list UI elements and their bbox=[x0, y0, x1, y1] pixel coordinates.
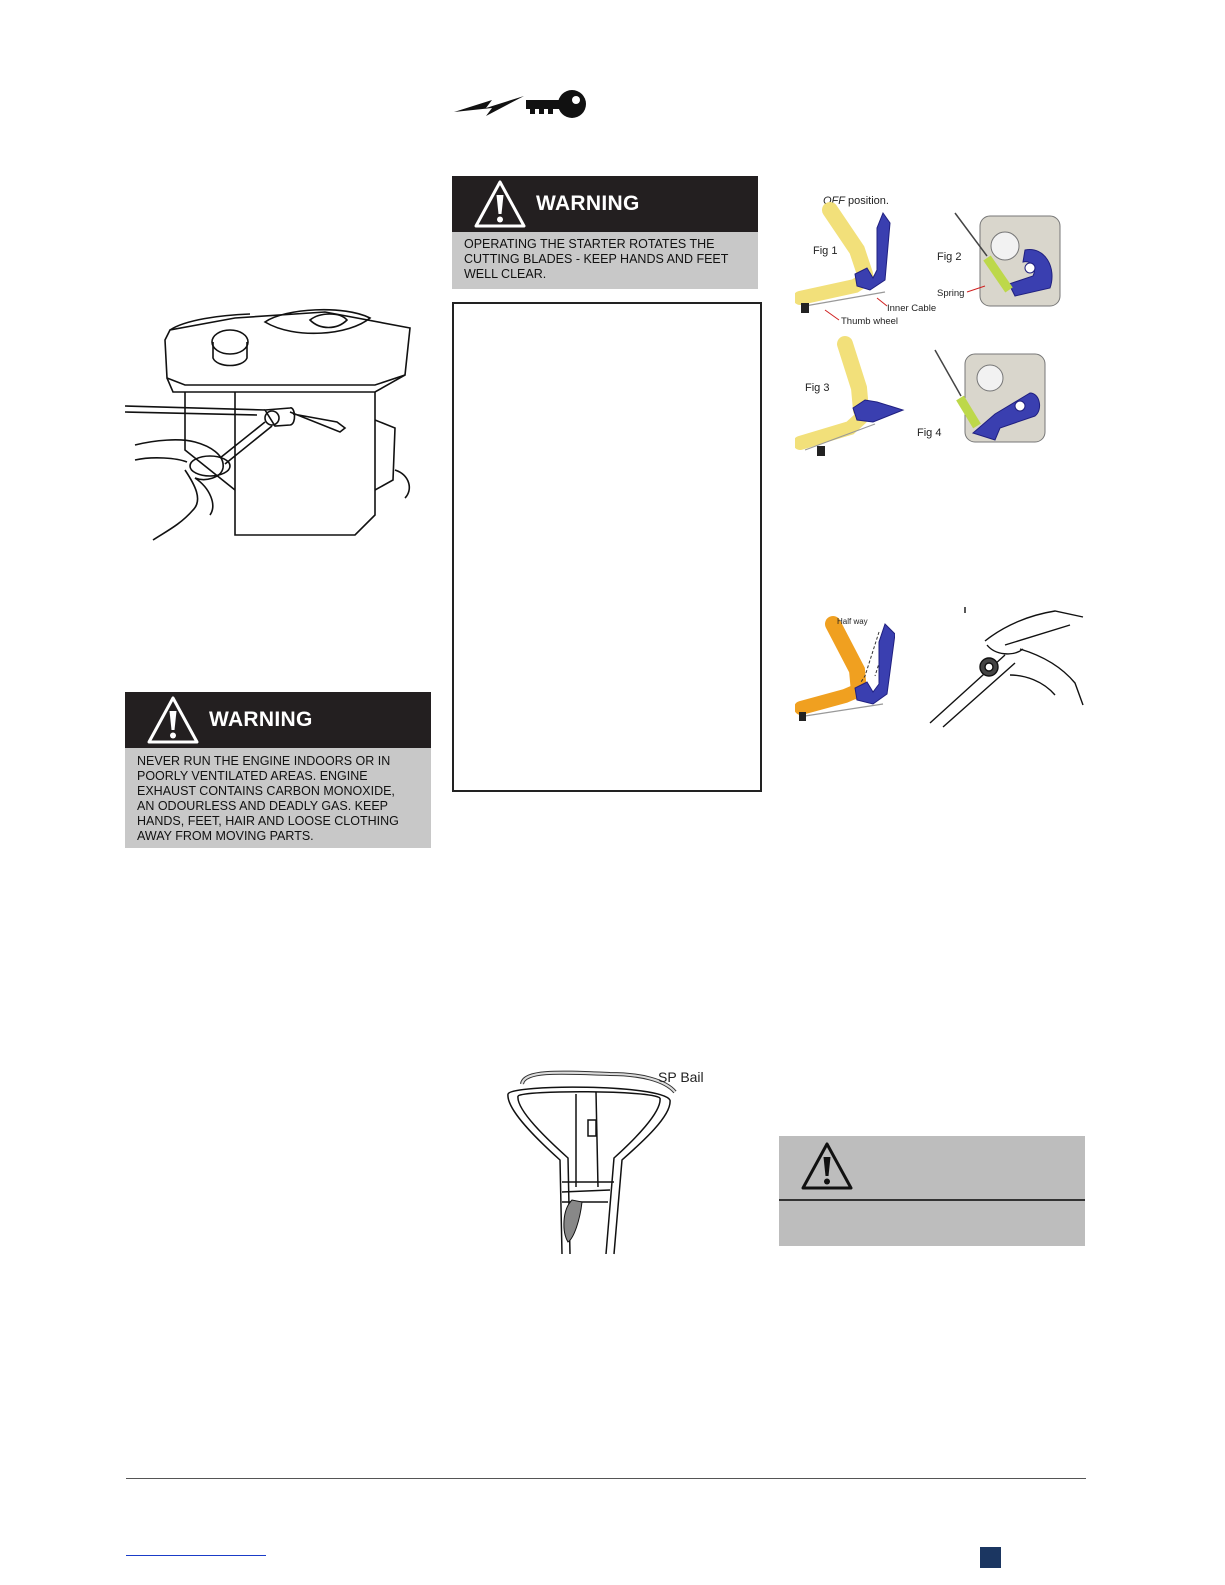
warning-text: OPERATING THE STARTER ROTATES THE CUTTING BLADES - KEEP HANDS AND FEET WELL CLEAR. bbox=[464, 237, 729, 281]
warning-box-starter bbox=[452, 176, 758, 289]
sp-bail-handle-figure bbox=[500, 1062, 725, 1257]
caution-box bbox=[779, 1136, 1085, 1246]
warning-title: WARNING bbox=[209, 708, 313, 731]
warning-triangle-icon bbox=[799, 1140, 855, 1194]
sp-bail-label: SP Bail bbox=[658, 1069, 704, 1085]
throttle-cable-figures bbox=[795, 188, 1065, 463]
fig2-label: Fig 2 bbox=[937, 251, 962, 263]
off-label-italic: OFF bbox=[823, 195, 845, 207]
thumb-wheel-label: Thumb wheel bbox=[841, 316, 899, 327]
warning-text: NEVER RUN THE ENGINE INDOORS OR IN POORLY VENTILATED AREAS. ENGINE EXHAUST CONTAINS CARBON MONOXIDE, AN ODOURLESS AND DEADLY GAS. KEEP HANDS, FEET, HAIR AND LOOSE CLOTHING AWAY FROM MOVING PARTS. bbox=[137, 754, 399, 843]
fig1-label: Fig 1 bbox=[813, 245, 838, 257]
engine-fuel-tap-illustration bbox=[125, 300, 415, 545]
blank-note-box bbox=[452, 302, 762, 792]
fig3-label: Fig 3 bbox=[805, 382, 830, 394]
spring-label: Spring bbox=[937, 288, 965, 299]
inner-cable-label: Inner Cable bbox=[887, 303, 937, 314]
warning-triangle-icon bbox=[472, 178, 528, 230]
warning-title: WARNING bbox=[536, 192, 640, 215]
half-way-label: Half way bbox=[837, 617, 868, 626]
page-marker bbox=[980, 1547, 1001, 1568]
footer-rule bbox=[126, 1478, 1086, 1479]
warning-header bbox=[125, 692, 431, 748]
electric-key-icon bbox=[452, 86, 588, 122]
hand-thumb-wheel-figure bbox=[925, 605, 1085, 730]
fig4-label: Fig 4 bbox=[917, 427, 942, 439]
warning-box-engine-exhaust bbox=[125, 692, 431, 848]
off-label-rest: position. bbox=[848, 195, 889, 207]
half-way-throttle-figure bbox=[795, 612, 895, 724]
warning-header bbox=[452, 176, 758, 232]
footer-link-underline[interactable] bbox=[126, 1555, 266, 1556]
warning-triangle-icon bbox=[145, 694, 201, 746]
caution-divider bbox=[779, 1199, 1085, 1201]
